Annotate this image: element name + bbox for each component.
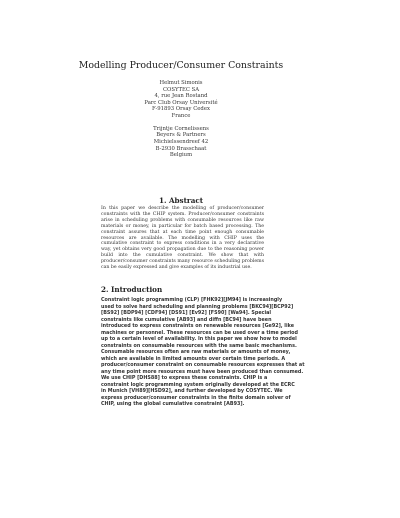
abstract-line: In this paper we describe the modelling of producer/consumer (101, 206, 264, 211)
introduction-line: machines or personnel. These resources can be used over a time period (101, 329, 298, 336)
author-country: Belgium (169, 152, 193, 159)
introduction-line: Constraint logic programming (CLP) [FHK92][JM94] is increasingly (101, 297, 283, 303)
author-address-line: 4, rue Jean Rostand (154, 93, 208, 100)
introduction-line: We use CHIP [DHS88] to express these constraints. CHIP is a (101, 375, 268, 381)
author-organization: COSYTEC SA (162, 86, 200, 93)
author-address-line: B-2930 Brasschaat (155, 145, 207, 152)
introduction-line: any time point more resources must have been produced than consumed. (101, 368, 304, 375)
abstract-heading: 1. Abstract (158, 196, 204, 205)
abstract-line: cumulative constraint to express conditions in a very declarative (101, 241, 264, 247)
author-name: Trijntje Cornelissens (153, 125, 209, 132)
author-address-line: Parc Club Orsay Université (144, 99, 218, 106)
author-name: Helmut Simonis (159, 80, 203, 86)
abstract-line: way, yet obtains very good propagation due to the reasoning power (101, 247, 264, 253)
abstract-line: resources are available. The modelling with CHIP uses the (101, 235, 264, 241)
author-address-line: F-91893 Orsay Cedex (152, 106, 210, 113)
introduction-line: constraints like cumulative [AB93] and diffn [BC94] have been (101, 316, 272, 323)
author-organization: Beyers & Partners (156, 132, 206, 139)
introduction-line: Consumable resources often are raw materials or amounts of money, (101, 349, 291, 355)
abstract-line: constraint assures that at each time point enough consumable (101, 229, 264, 235)
author-country: France (171, 112, 191, 119)
author-block-cornelissens (0, 126, 362, 159)
introduction-line: express producer/consumer constraints in the finite domain solver of (101, 394, 291, 401)
abstract-line: producer/consumer constraints many resource scheduling problems (101, 259, 264, 265)
introduction-line: up to a certain level of availability. In this paper we show how to model (101, 336, 297, 342)
introduction-line: producer/consumer constraint on consumable resources expresses that at (101, 362, 305, 368)
abstract-body (101, 206, 264, 271)
author-block-simonis (0, 80, 362, 120)
introduction-line: introduced to express constraints on renewable resources [Ge92], like (101, 323, 295, 329)
introduction-line: CHIP, using the global cumulative constraint [AB93]. (101, 401, 245, 407)
introduction-line: in Munich [VH89][HSD92], and further developed by COSYTEC. We (101, 388, 283, 394)
paper-title: Modelling Producer/Consumer Constraints (78, 60, 284, 71)
introduction-heading: 2. Introduction (101, 285, 163, 294)
abstract-line: can be easily expressed and give examples of its industrial use. (101, 265, 252, 271)
abstract-line: build into the cumulative constraint. We show that with (101, 253, 264, 259)
introduction-line: constraint logic programming system originally developed at the ECRC (101, 381, 295, 388)
abstract-line: arise in scheduling problems with consumable resources like raw (101, 217, 264, 223)
author-address-line: Michielssendreef 42 (153, 138, 209, 145)
introduction-line: which are available in limited amounts over certain time periods. A (101, 355, 286, 362)
introduction-line: used to solve hard scheduling and planning problems [BKC94][BCP92] (101, 303, 294, 310)
introduction-body (101, 297, 305, 408)
introduction-line: [BS92] [BDP94] [CDF94] [DS91] [Ev92] [FS90] [Wa94]. Special (101, 310, 272, 316)
author-affiliations (0, 80, 362, 165)
introduction-line: constraints on consumable resources with the same basic mechanisms. (101, 342, 297, 349)
abstract-line: materials or money, in particular for batch based processing. The (101, 223, 264, 229)
abstract-line: constraints with the CHIP system. Producer/consumer constraints (101, 211, 264, 217)
